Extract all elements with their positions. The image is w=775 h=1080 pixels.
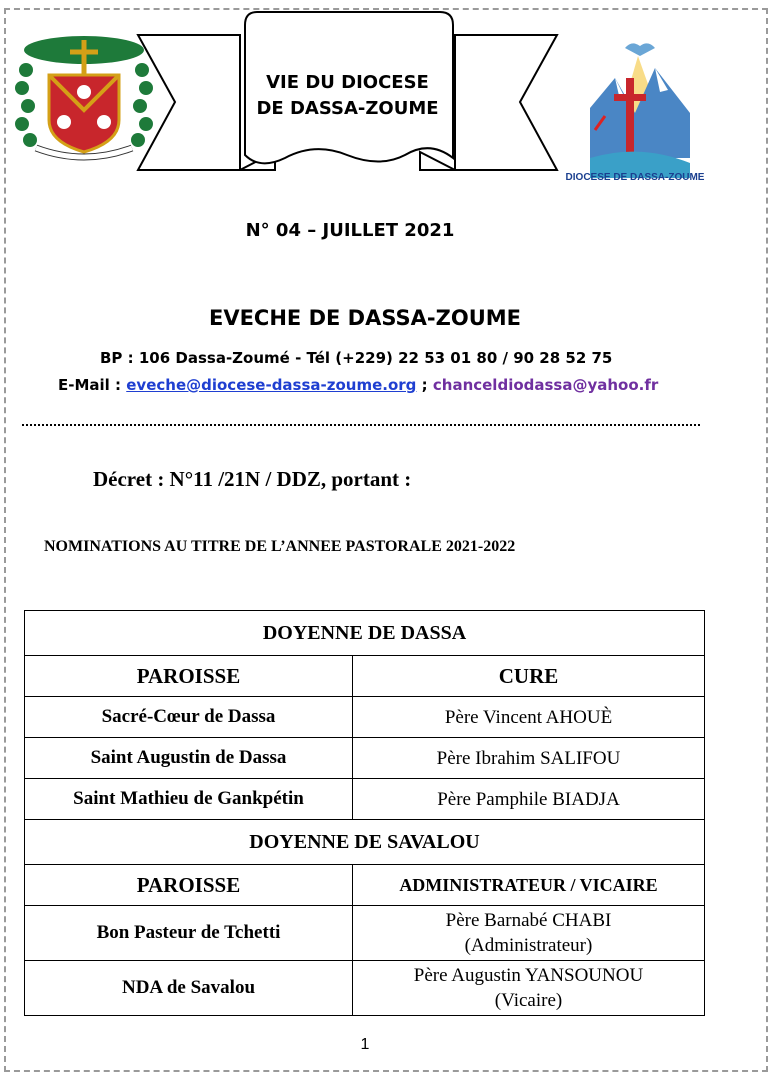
diocese-logo-icon: [580, 38, 700, 188]
table-row: [25, 656, 705, 697]
paroisse-cell: Saint Augustin de Dassa: [25, 738, 353, 779]
email-line: [58, 376, 658, 394]
table-row: [25, 697, 705, 738]
email-separator: ;: [416, 376, 433, 394]
table-row: [25, 611, 705, 656]
paroisse-cell: NDA de Savalou: [25, 961, 353, 1016]
banner-title: [245, 70, 450, 122]
column-header-administrateur-vicaire: ADMINISTRATEUR / VICAIRE: [353, 865, 705, 906]
dotted-divider: [22, 424, 700, 426]
table-row: [25, 779, 705, 820]
issue-number: N° 04 – JUILLET 2021: [245, 220, 455, 241]
table-row: [25, 906, 705, 961]
table-row: [25, 865, 705, 906]
email-link-chancellerie[interactable]: chanceldiodassa@yahoo.fr: [432, 376, 659, 394]
nominations-title: NOMINATIONS AU TITRE DE L’ANNEE PASTORALE 2021-2022: [44, 538, 516, 555]
email-link-eveche[interactable]: eveche@diocese-dassa-zoume.org: [126, 376, 417, 394]
email-label: E-Mail :: [58, 376, 127, 394]
episcopal-crest-icon: [14, 30, 154, 165]
paroisse-cell: Sacré-Cœur de Dassa: [25, 697, 353, 738]
page-number: 1: [360, 1036, 370, 1053]
paroisse-cell: Bon Pasteur de Tchetti: [25, 906, 353, 961]
column-header-paroisse: PAROISSE: [25, 656, 353, 697]
column-header-cure: CURE: [353, 656, 705, 697]
table-row: [25, 961, 705, 1016]
decree-title: Décret : N°11 /21N / DDZ, portant :: [93, 467, 412, 491]
doyenne-header: DOYENNE DE DASSA: [25, 611, 705, 656]
pretre-name: Père Barnabé CHABI: [445, 910, 612, 931]
pretre-role: (Administrateur): [464, 935, 593, 956]
eveche-heading: EVECHE DE DASSA-ZOUME: [208, 306, 521, 330]
logo-caption: DIOCESE DE DASSA-ZOUME: [565, 172, 705, 183]
pretre-role: (Vicaire): [494, 990, 563, 1011]
pretre-cell: [353, 961, 705, 1016]
banner-title-line2: DE DASSA-ZOUME: [256, 98, 439, 119]
pretre-cell: Père Ibrahim SALIFOU: [353, 738, 705, 779]
doyenne-header: DOYENNE DE SAVALOU: [25, 820, 705, 865]
contact-line: BP : 106 Dassa-Zoumé - Tél (+229) 22 53 01 80 / 90 28 52 75: [100, 349, 613, 367]
pretre-cell: [353, 906, 705, 961]
pretre-name: Père Augustin YANSOUNOU: [413, 965, 644, 986]
table-row: [25, 820, 705, 865]
nominations-table: [24, 610, 705, 1016]
paroisse-cell: Saint Mathieu de Gankpétin: [25, 779, 353, 820]
pretre-cell: Père Vincent AHOUÈ: [353, 697, 705, 738]
table-row: [25, 738, 705, 779]
pretre-cell: Père Pamphile BIADJA: [353, 779, 705, 820]
banner-title-line1: VIE DU DIOCESE: [266, 72, 429, 93]
column-header-paroisse: PAROISSE: [25, 865, 353, 906]
